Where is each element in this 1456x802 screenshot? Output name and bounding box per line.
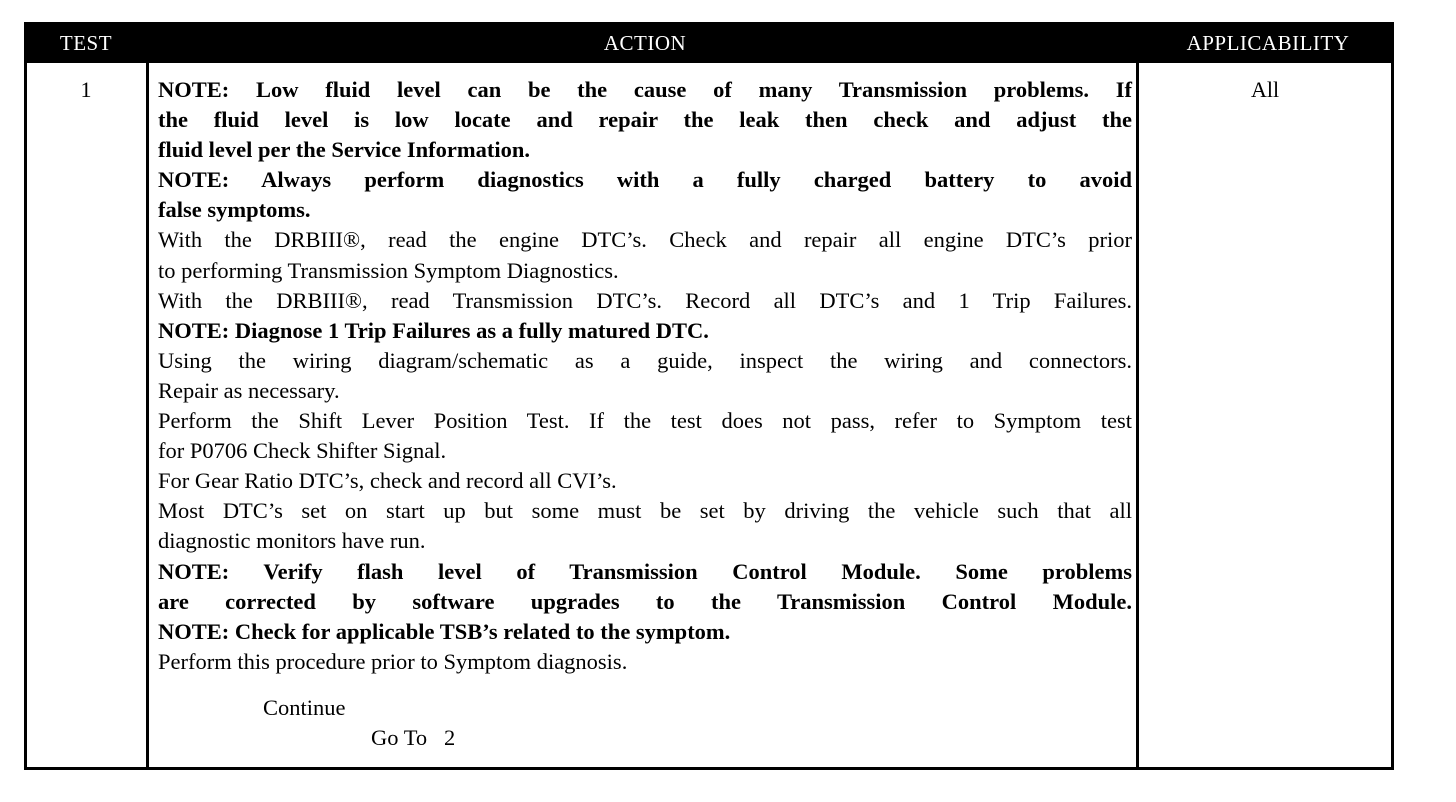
action-cell <box>158 75 1132 677</box>
note-line: NOTE: Always perform diagnostics with a fully charged battery to avoid <box>158 167 1132 193</box>
instruction-line: With the DRBIII®, read the engine DTC’s. Check and repair all engine DTC’s prior <box>158 227 1132 253</box>
instruction-line: For Gear Ratio DTC’s, check and record all CVI’s. <box>158 468 617 494</box>
note-line: are corrected by software upgrades to the Transmission Control Module. <box>158 588 1132 614</box>
instruction-line: With the DRBIII®, read Transmission DTC’s. Record all DTC’s and 1 Trip Failures. <box>158 287 1132 313</box>
goto-target: 2 <box>444 725 456 750</box>
note-line: NOTE: Check for applicable TSB’s related to the symptom. <box>158 618 731 644</box>
instruction-line: Repair as necessary. <box>158 377 340 403</box>
note-line: NOTE: Diagnose 1 Trip Failures as a fully matured DTC. <box>158 317 709 343</box>
diagnostic-table <box>24 22 1394 770</box>
table-header <box>27 25 1391 63</box>
test-number: 1 <box>80 77 92 102</box>
instruction-line: Perform the Shift Lever Position Test. If the test does not pass, refer to Symptom test <box>158 408 1132 434</box>
note-line: NOTE: Low fluid level can be the cause of many Transmission problems. If <box>158 77 1132 102</box>
column-divider-applicability <box>1136 63 1139 767</box>
instruction-line: Perform this procedure prior to Symptom diagnosis. <box>158 648 628 674</box>
column-divider-test <box>146 63 149 767</box>
instruction-line: diagnostic monitors have run. <box>158 528 426 554</box>
instruction-line: Using the wiring diagram/schematic as a guide, inspect the wiring and connectors. <box>158 347 1132 373</box>
goto-instruction <box>371 725 455 751</box>
goto-label: Go To <box>371 725 428 750</box>
instruction-line: for P0706 Check Shifter Signal. <box>158 438 447 464</box>
header-applicability: APPLICABILITY <box>1186 31 1350 55</box>
instruction-line: to performing Transmission Symptom Diagnostics. <box>158 257 619 283</box>
instruction-line: Most DTC’s set on start up but some must be set by driving the vehicle such that all <box>158 498 1132 524</box>
header-test: TEST <box>59 31 113 55</box>
note-line: fluid level per the Service Information. <box>158 137 531 163</box>
note-line: false symptoms. <box>158 197 311 223</box>
note-line: the fluid level is low locate and repair the leak then check and adjust the <box>158 107 1132 133</box>
applicability-value: All <box>1250 77 1280 102</box>
continue-label: Continue <box>263 695 346 720</box>
note-line: NOTE: Verify flash level of Transmission Control Module. Some problems <box>158 558 1132 584</box>
header-action: ACTION <box>603 31 687 55</box>
